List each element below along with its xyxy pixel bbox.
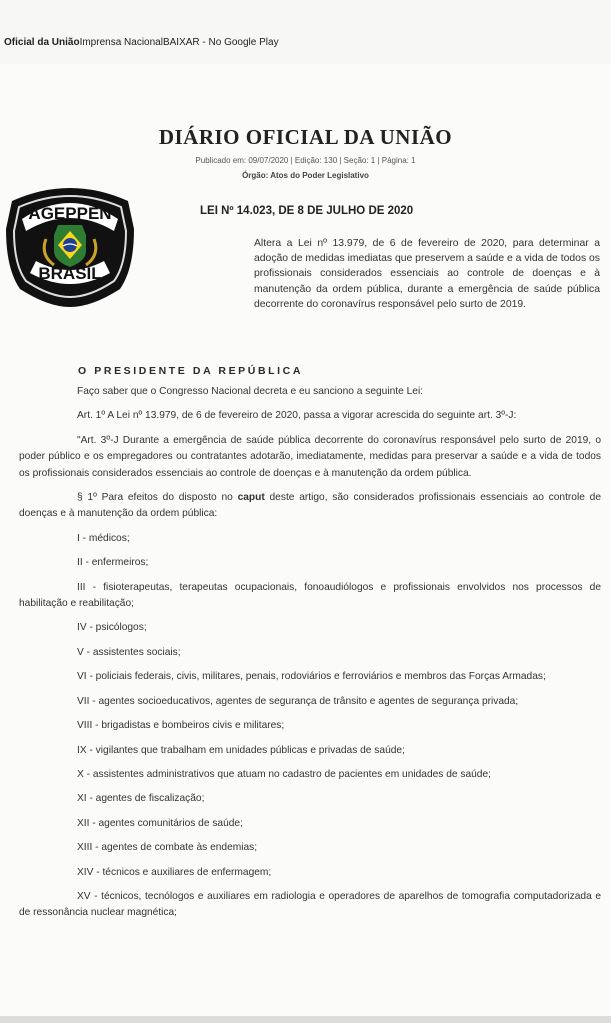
list-item: VI - policiais federais, civis, militares, penais, rodoviários e ferroviários e membros das Forças Armadas; xyxy=(77,671,546,683)
presidente-heading: O PRESIDENTE DA REPÚBLICA xyxy=(78,365,304,377)
list-item: VIII - brigadistas e bombeiros civis e militares; xyxy=(77,720,285,732)
law-summary: Altera a Lei nº 13.979, de 6 de fevereiro de 2020, para determinar a adoção de medidas imediatas que preservem a saúde e a vida de todos os profissionais considerados essenciais ao controle de doenças e à manutenção da ordem pública, durante a emergência de saúde pública decorrente do coronavírus responsável pelo surto de 2019. xyxy=(254,238,600,310)
list-item: III - fisioterapeutas, terapeutas ocupacionais, fonoaudiólogos e profissionais envolvidos nos processos de habilitação e reabilitação; xyxy=(19,581,601,610)
list-item: IX - vigilantes que trabalham em unidades públicas e privadas de saúde; xyxy=(77,744,405,756)
paragraph-1-end: deste artigo, são considerados profissionais essenciais ao controle de doenças e à manutenção da ordem pública: xyxy=(19,492,602,520)
list-item: I - médicos; xyxy=(77,532,130,544)
list-item: VII - agentes socioeducativos, agentes de segurança de trânsito e agentes de segurança privada; xyxy=(77,695,519,707)
list-item: V - assistentes sociais; xyxy=(77,646,181,658)
publication-meta: Publicado em: 09/07/2020 | Edição: 130 | Seção: 1 | Página: 1 xyxy=(195,156,416,165)
law-title: LEI Nº 14.023, DE 8 DE JULHO DE 2020 xyxy=(200,205,414,217)
agency-shield-emblem-icon xyxy=(2,173,138,309)
list-item: IV - psicólogos; xyxy=(77,622,147,634)
law-body xyxy=(19,384,601,930)
promo-line xyxy=(4,37,279,48)
bottom-divider xyxy=(0,1016,611,1023)
professionals-list xyxy=(19,531,601,922)
badge-top-text: AGEPPEN xyxy=(28,204,112,223)
page-title: DIÁRIO OFICIAL DA UNIÃO xyxy=(158,125,453,149)
badge-bottom-text: BRASIL xyxy=(38,264,102,283)
store-text: - No Google Play xyxy=(199,37,279,48)
caput-term: caput xyxy=(237,492,265,504)
list-item: II - enfermeiros; xyxy=(77,557,149,569)
list-item: X - assistentes administrativos que atuam no cadastro de pacientes em unidades de saúde; xyxy=(77,768,491,780)
article-1: Art. 1º A Lei nº 13.979, de 6 de fevereiro de 2020, passa a vigorar acrescida do seguinte art. 3º-J: xyxy=(77,410,517,422)
list-item: XIV - técnicos e auxiliares de enfermagem; xyxy=(77,866,272,878)
publisher-text: Imprensa Nacional xyxy=(79,37,163,48)
list-item: XIII - agentes de combate às endemias; xyxy=(77,842,258,854)
app-promo-bar xyxy=(0,0,611,64)
article-3j: "Art. 3º-J Durante a emergência de saúde pública decorrente do coronavírus responsável pelo surto de 2019, o poder público e os empregadores ou contratantes adotarão, imediatamente, medidas para preservar a saúde e a vida de todos os profissionais considerados essenciais ao controle de doenças e à manutenção da ordem pública. xyxy=(19,434,601,479)
list-item: XII - agentes comunitários de saúde; xyxy=(77,817,243,829)
paragraph-1 xyxy=(19,490,601,523)
list-item: XV - técnicos, tecnólogos e auxiliares em radiologia e operadores de aparelhos de tomografia computadorizada e de ressonância nuclear magnética; xyxy=(19,890,601,919)
organ-label: Órgão: Atos do Poder Legislativo xyxy=(242,171,369,180)
brand-text: Oficial da União xyxy=(4,37,80,48)
decree-paragraph: Faço saber que o Congresso Nacional decreta e eu sanciono a seguinte Lei: xyxy=(77,386,424,397)
list-item: XI - agentes de fiscalização; xyxy=(77,793,205,805)
download-link[interactable]: BAIXAR xyxy=(162,37,200,48)
paragraph-1-start: § 1º Para efeitos do disposto no xyxy=(77,492,238,504)
